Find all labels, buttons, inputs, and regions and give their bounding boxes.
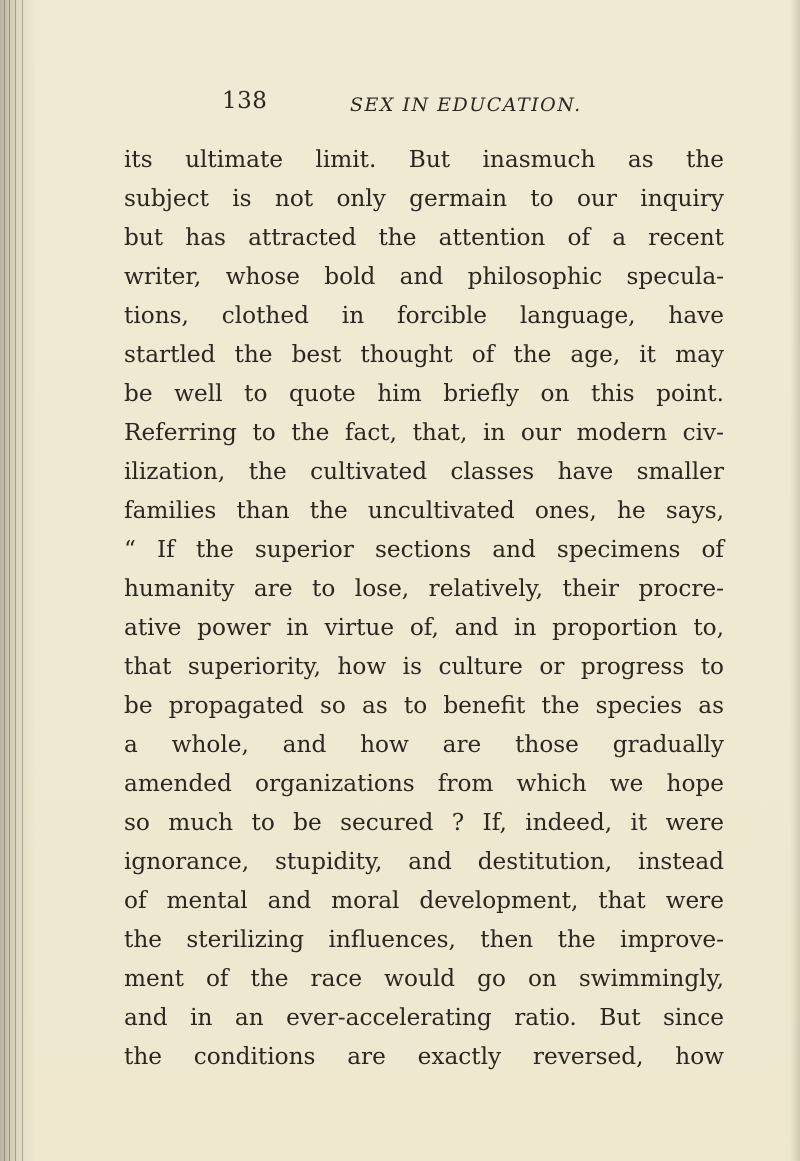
body-text (124, 140, 724, 1076)
text-line: and in an ever-accelerating ratio. But since (124, 1004, 724, 1031)
page-edge (790, 0, 800, 1161)
text-line: humanity are to lose, relatively, their procre- (124, 575, 724, 602)
binding-gutter (0, 0, 36, 1161)
text-line: but has attracted the attention of a recent (124, 224, 724, 251)
text-line: ignorance, stupidity, and destitution, instead (124, 848, 724, 875)
text-line: writer, whose bold and philosophic specula- (124, 263, 724, 290)
text-line: subject is not only germain to our inquiry (124, 185, 724, 212)
text-line: so much to be secured ? If, indeed, it were (124, 809, 724, 836)
text-line: be propagated so as to benefit the species as (124, 692, 724, 719)
text-line: of mental and moral development, that were (124, 887, 724, 914)
text-line: amended organizations from which we hope (124, 770, 724, 797)
text-line: families than the uncultivated ones, he says, (124, 497, 724, 524)
text-line: a whole, and how are those gradually (124, 731, 724, 758)
text-line: its ultimate limit. But inasmuch as the (124, 146, 724, 173)
page-number: 138 (222, 88, 268, 114)
text-line: ilization, the cultivated classes have smaller (124, 458, 724, 485)
text-line: be well to quote him briefly on this point. (124, 380, 724, 407)
text-line: “ If the superior sections and specimens of (124, 536, 724, 563)
text-line: the sterilizing influences, then the improve- (124, 926, 724, 953)
text-line: ment of the race would go on swimmingly, (124, 965, 724, 992)
text-line: tions, clothed in forcible language, have (124, 302, 724, 329)
text-line: Referring to the fact, that, in our modern civ- (124, 419, 724, 446)
text-line: that superiority, how is culture or progress to (124, 653, 724, 680)
text-line: the conditions are exactly reversed, how (124, 1043, 724, 1070)
page-header (222, 88, 752, 124)
text-line: startled the best thought of the age, it may (124, 341, 724, 368)
running-head: SEX IN EDUCATION. (350, 94, 582, 116)
text-line: ative power in virtue of, and in proportion to, (124, 614, 724, 641)
